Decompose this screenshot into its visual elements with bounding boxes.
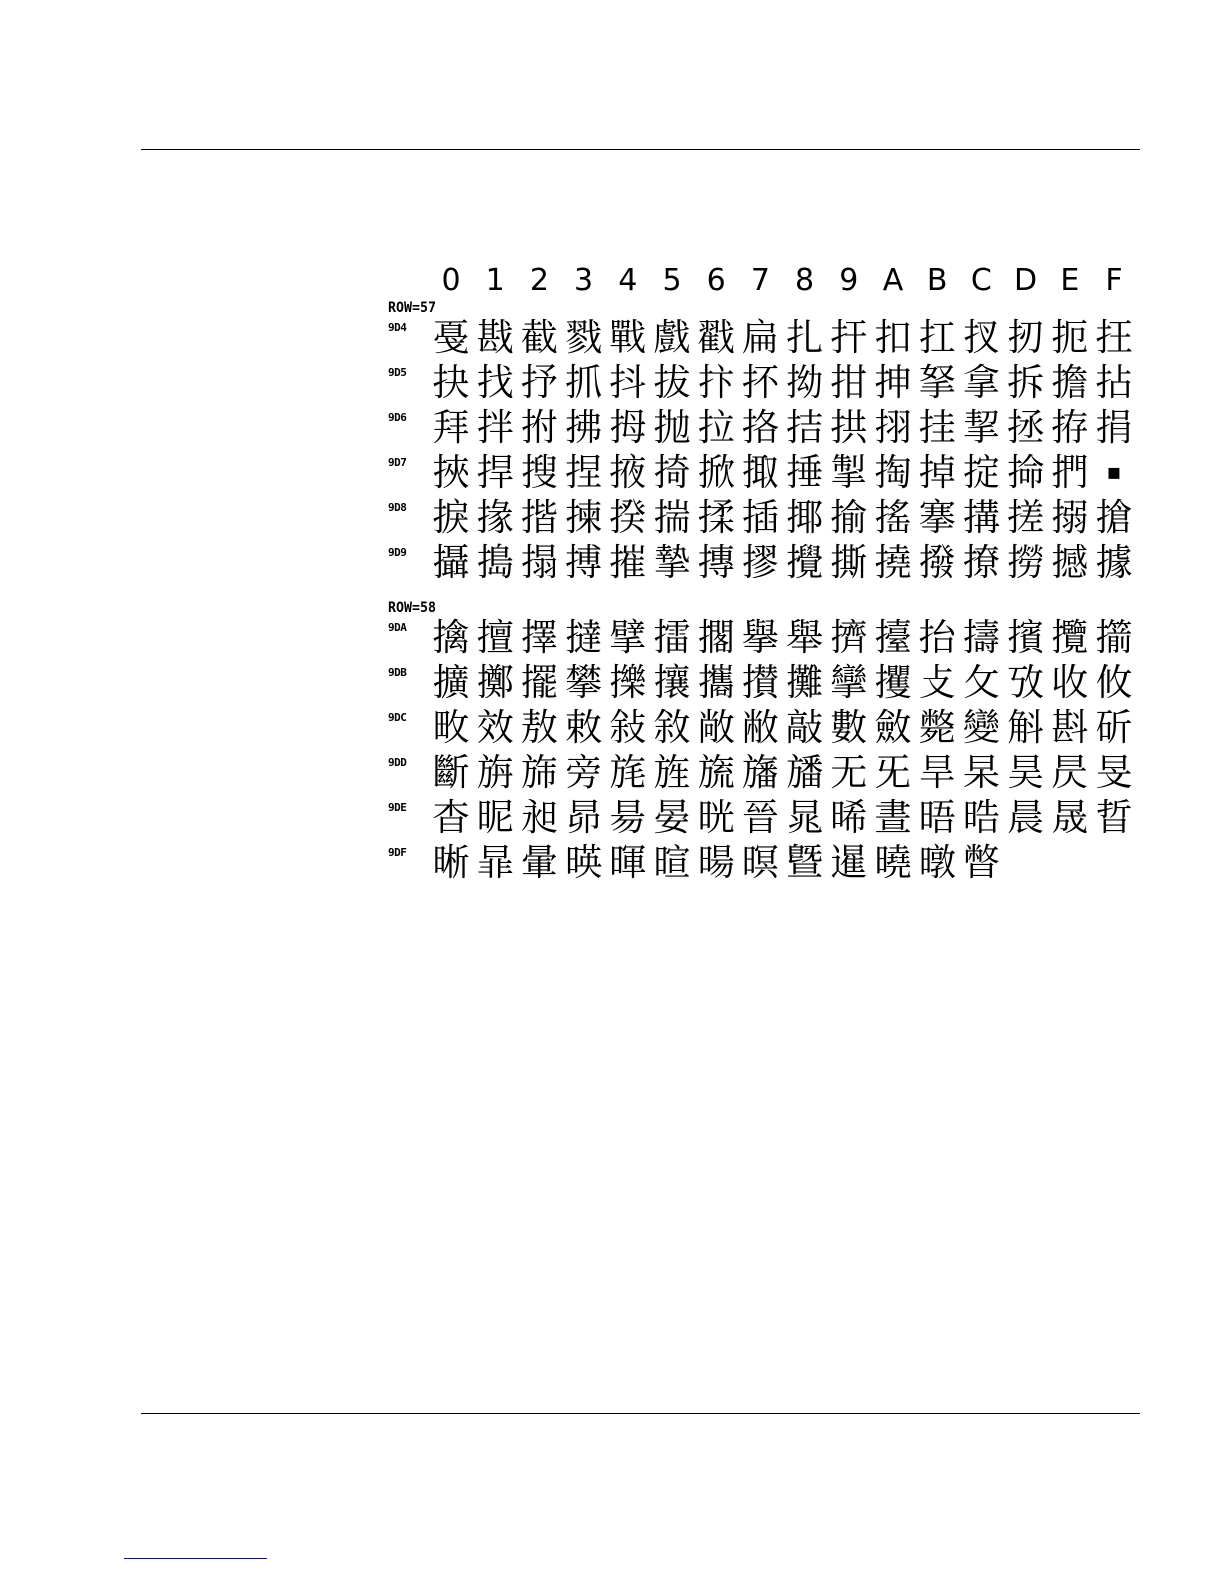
- char-cell: 拑: [830, 361, 868, 404]
- char-cell: 擲: [476, 661, 514, 704]
- char-cell: 旄: [609, 751, 647, 794]
- char-cell: 晢: [1095, 796, 1133, 839]
- char-cell: 揶: [786, 496, 824, 539]
- char-cell: 敍: [609, 706, 647, 749]
- char-cell: 撓: [874, 541, 912, 584]
- char-row: [388, 361, 1140, 406]
- char-cell: 攫: [874, 661, 912, 704]
- char-cell: 找: [476, 361, 514, 404]
- char-row: [388, 751, 1140, 796]
- char-cell: 斛: [1007, 706, 1045, 749]
- char-cell: 晄: [697, 796, 735, 839]
- char-cell: 掫: [741, 451, 779, 494]
- char-cell: 摯: [653, 541, 691, 584]
- char-cell: 抻: [874, 361, 912, 404]
- char-cell: 捏: [565, 451, 603, 494]
- char-row: [388, 706, 1140, 751]
- char-cell: 拌: [476, 406, 514, 449]
- char-cell: 舉: [786, 616, 824, 659]
- char-cell: 戳: [697, 316, 735, 359]
- char-cell: 曉: [874, 841, 912, 884]
- char-cell: 揆: [609, 496, 647, 539]
- char-cell: 戮: [565, 316, 603, 359]
- char-cell: 抓: [565, 361, 603, 404]
- char-cell: 掏: [874, 451, 912, 494]
- char-cell: 暈: [520, 841, 558, 884]
- char-cell: 撼: [1051, 541, 1089, 584]
- char-cell: 擔: [1051, 361, 1089, 404]
- char-cell: 擧: [741, 616, 779, 659]
- row-label: 9D8: [388, 501, 407, 514]
- char-cell: ▪: [1106, 460, 1122, 485]
- column-header-2: 2: [529, 263, 549, 298]
- char-cell: 效: [476, 706, 514, 749]
- char-cell: 挾: [432, 451, 470, 494]
- char-cell: 攣: [830, 661, 868, 704]
- char-cell: 搓: [1007, 496, 1045, 539]
- char-cell: 摧: [609, 541, 647, 584]
- char-cell: 擣: [962, 616, 1000, 659]
- char-row: [388, 316, 1140, 361]
- char-cell: 攝: [432, 541, 470, 584]
- char-cell: 昊: [1007, 751, 1045, 794]
- char-cell: 掖: [609, 451, 647, 494]
- char-cell: 戡: [476, 316, 514, 359]
- char-cell: 攵: [962, 661, 1000, 704]
- char-row: [388, 616, 1140, 661]
- char-cell: 數: [830, 706, 868, 749]
- char-cell: 攜: [697, 661, 735, 704]
- char-cell: 拉: [697, 406, 735, 449]
- char-cell: 抂: [1095, 316, 1133, 359]
- char-cell: 扞: [830, 316, 868, 359]
- char-cell: 旌: [653, 751, 691, 794]
- char-cell: 抖: [609, 361, 647, 404]
- row-block: [388, 600, 1140, 886]
- char-cell: 捫: [1051, 451, 1089, 494]
- row-label: 9DC: [388, 711, 407, 724]
- char-cell: 掣: [830, 451, 868, 494]
- char-cell: 捍: [476, 451, 514, 494]
- char-cell: 旱: [918, 751, 956, 794]
- row-label: 9D4: [388, 321, 407, 334]
- char-cell: 暹: [830, 841, 868, 884]
- char-cell: 暘: [697, 841, 735, 884]
- char-cell: 拈: [1095, 361, 1133, 404]
- char-cell: 抔: [741, 361, 779, 404]
- char-cell: 撩: [962, 541, 1000, 584]
- char-cell: 搴: [918, 496, 956, 539]
- char-cell: 扠: [962, 316, 1000, 359]
- row-label: 9DD: [388, 756, 407, 769]
- char-cell: 斂: [874, 706, 912, 749]
- char-cell: 晨: [1007, 796, 1045, 839]
- character-code-chart: [388, 262, 1140, 886]
- char-cell: 昵: [476, 796, 514, 839]
- char-cell: 擡: [874, 616, 912, 659]
- char-cell: 據: [1095, 541, 1133, 584]
- block-label: ROW=57: [388, 300, 437, 316]
- char-cell: 挌: [741, 406, 779, 449]
- char-cell: 晉: [741, 796, 779, 839]
- char-cell: 旙: [786, 751, 824, 794]
- char-cell: 攸: [1095, 661, 1133, 704]
- char-cell: 拇: [609, 406, 647, 449]
- char-cell: 晝: [874, 796, 912, 839]
- char-cell: 昴: [565, 796, 603, 839]
- char-cell: 暎: [565, 841, 603, 884]
- char-cell: 暉: [609, 841, 647, 884]
- char-cell: 擯: [1007, 616, 1045, 659]
- char-cell: 拿: [962, 361, 1000, 404]
- char-cell: 扛: [918, 316, 956, 359]
- char-cell: 揣: [653, 496, 691, 539]
- char-cell: 抬: [918, 616, 956, 659]
- footnote-rule: [124, 1558, 267, 1559]
- row-label: 9DE: [388, 801, 407, 814]
- char-row: [388, 796, 1140, 841]
- column-header-d: D: [1014, 263, 1038, 298]
- char-cell: 暃: [476, 841, 514, 884]
- char-cell: 攷: [1007, 661, 1045, 704]
- char-cell: 捶: [786, 451, 824, 494]
- column-header-e: E: [1060, 263, 1080, 298]
- char-cell: 昜: [609, 796, 647, 839]
- char-cell: 摶: [697, 541, 735, 584]
- char-cell: 昃: [1051, 751, 1089, 794]
- char-cell: 旆: [520, 751, 558, 794]
- char-cell: 旃: [476, 751, 514, 794]
- char-cell: 搗: [476, 541, 514, 584]
- char-cell: 捐: [1095, 406, 1133, 449]
- column-header-row: [388, 262, 1140, 300]
- char-cell: 拏: [918, 361, 956, 404]
- column-header-6: 6: [706, 263, 726, 298]
- char-cell: 擇: [520, 616, 558, 659]
- char-cell: 斟: [1051, 706, 1089, 749]
- header-rule: [141, 149, 1140, 150]
- char-cell: 掵: [1007, 451, 1045, 494]
- char-cell: 捩: [432, 496, 470, 539]
- char-cell: 擴: [432, 661, 470, 704]
- row-label: 9DA: [388, 621, 407, 634]
- char-cell: 攴: [918, 661, 956, 704]
- char-cell: 晧: [962, 796, 1000, 839]
- char-cell: 拆: [1007, 361, 1045, 404]
- char-cell: 掎: [653, 451, 691, 494]
- char-cell: 杳: [432, 796, 470, 839]
- char-cell: 旒: [697, 751, 735, 794]
- char-cell: 斃: [918, 706, 956, 749]
- char-cell: 搜: [520, 451, 558, 494]
- column-header-1: 1: [485, 263, 505, 298]
- char-cell: 敖: [520, 706, 558, 749]
- char-cell: 晰: [432, 841, 470, 884]
- column-header-f: F: [1105, 263, 1123, 298]
- char-cell: 戞: [432, 316, 470, 359]
- char-cell: 挧: [874, 406, 912, 449]
- char-cell: 斫: [1095, 706, 1133, 749]
- char-cell: 拗: [786, 361, 824, 404]
- char-cell: 挂: [918, 406, 956, 449]
- row-label: 9D6: [388, 411, 407, 424]
- char-cell: 掾: [476, 496, 514, 539]
- char-cell: 擠: [830, 616, 868, 659]
- char-cell: 擱: [697, 616, 735, 659]
- char-cell: 撈: [1007, 541, 1045, 584]
- column-header-a: A: [882, 263, 904, 298]
- char-cell: 攪: [786, 541, 824, 584]
- char-cell: 抛: [653, 406, 691, 449]
- char-cell: 杲: [962, 751, 1000, 794]
- row-label: 9D7: [388, 456, 407, 469]
- char-cell: 晟: [1051, 796, 1089, 839]
- char-cell: 畋: [432, 706, 470, 749]
- char-cell: 晁: [786, 796, 824, 839]
- column-header-7: 7: [750, 263, 770, 298]
- column-header-8: 8: [795, 263, 815, 298]
- row-label: 9DF: [388, 846, 407, 859]
- char-cell: 抒: [520, 361, 558, 404]
- char-cell: 擽: [609, 661, 647, 704]
- char-cell: 揉: [697, 496, 735, 539]
- char-cell: 搖: [874, 496, 912, 539]
- char-row: [388, 451, 1140, 496]
- char-cell: 拊: [520, 406, 558, 449]
- char-cell: 敘: [653, 706, 691, 749]
- char-cell: 拂: [565, 406, 603, 449]
- char-cell: 暾: [918, 841, 956, 884]
- char-cell: 攤: [786, 661, 824, 704]
- char-cell: 擅: [476, 616, 514, 659]
- char-row: [388, 406, 1140, 451]
- char-cell: 无: [830, 751, 868, 794]
- char-cell: 敲: [786, 706, 824, 749]
- char-cell: 摎: [741, 541, 779, 584]
- char-cell: 擶: [1095, 616, 1133, 659]
- char-cell: 拯: [1007, 406, 1045, 449]
- row-block: [388, 300, 1140, 586]
- char-cell: 攀: [565, 661, 603, 704]
- row-label: 9D5: [388, 366, 407, 379]
- char-cell: 搨: [520, 541, 558, 584]
- char-cell: 旁: [565, 751, 603, 794]
- char-cell: 敕: [565, 706, 603, 749]
- char-cell: 揄: [830, 496, 868, 539]
- char-cell: 掟: [962, 451, 1000, 494]
- char-cell: 插: [741, 496, 779, 539]
- char-row: [388, 661, 1140, 706]
- char-cell: 抉: [432, 361, 470, 404]
- char-cell: 掉: [918, 451, 956, 494]
- char-cell: 挈: [962, 406, 1000, 449]
- column-header-9: 9: [839, 263, 859, 298]
- char-cell: 拱: [830, 406, 868, 449]
- char-cell: 擂: [653, 616, 691, 659]
- row-label: 9DB: [388, 666, 407, 679]
- char-cell: 戰: [609, 316, 647, 359]
- char-cell: 拵: [1051, 406, 1089, 449]
- char-row: [388, 541, 1140, 586]
- row-label: 9D9: [388, 546, 407, 559]
- char-cell: 收: [1051, 661, 1089, 704]
- char-row: [388, 841, 1140, 886]
- char-row: [388, 496, 1140, 541]
- char-cell: 晞: [830, 796, 868, 839]
- char-cell: 晏: [653, 796, 691, 839]
- char-cell: 暝: [741, 841, 779, 884]
- column-header-4: 4: [618, 263, 638, 298]
- char-cell: 扨: [1007, 316, 1045, 359]
- char-cell: 抃: [697, 361, 735, 404]
- char-cell: 揀: [565, 496, 603, 539]
- char-cell: 變: [962, 706, 1000, 749]
- char-cell: 搆: [962, 496, 1000, 539]
- char-cell: 擘: [609, 616, 647, 659]
- char-cell: 旻: [1095, 751, 1133, 794]
- char-cell: 攘: [653, 661, 691, 704]
- char-cell: 敞: [697, 706, 735, 749]
- char-cell: 旡: [874, 751, 912, 794]
- column-header-c: C: [970, 263, 992, 298]
- char-cell: 暄: [653, 841, 691, 884]
- column-header-0: 0: [441, 263, 461, 298]
- footer-rule: [141, 1413, 1140, 1414]
- char-cell: 撕: [830, 541, 868, 584]
- char-cell: 斷: [432, 751, 470, 794]
- char-cell: 扼: [1051, 316, 1089, 359]
- char-cell: 扣: [874, 316, 912, 359]
- char-cell: 撥: [918, 541, 956, 584]
- row-blocks: [388, 300, 1140, 886]
- char-cell: 曁: [786, 841, 824, 884]
- char-cell: 昶: [520, 796, 558, 839]
- char-cell: 揩: [520, 496, 558, 539]
- column-header-3: 3: [574, 263, 594, 298]
- char-cell: 拔: [653, 361, 691, 404]
- char-cell: 截: [520, 316, 558, 359]
- char-cell: 戲: [653, 316, 691, 359]
- char-cell: 扁: [741, 316, 779, 359]
- char-cell: 暼: [962, 841, 1000, 884]
- char-cell: 撻: [565, 616, 603, 659]
- char-cell: 晤: [918, 796, 956, 839]
- char-cell: 拜: [432, 406, 470, 449]
- column-header-b: B: [926, 263, 948, 298]
- char-cell: 攬: [1051, 616, 1089, 659]
- char-cell: 扎: [786, 316, 824, 359]
- char-cell: 搏: [565, 541, 603, 584]
- column-header-5: 5: [662, 263, 682, 298]
- char-cell: 攅: [741, 661, 779, 704]
- char-cell: 掀: [697, 451, 735, 494]
- block-label: ROW=58: [388, 600, 437, 616]
- char-cell: 搦: [1051, 496, 1089, 539]
- char-cell: 搶: [1095, 496, 1133, 539]
- char-cell: 拮: [786, 406, 824, 449]
- char-cell: 擺: [520, 661, 558, 704]
- char-cell: 擒: [432, 616, 470, 659]
- char-cell: 敝: [741, 706, 779, 749]
- char-cell: 旛: [741, 751, 779, 794]
